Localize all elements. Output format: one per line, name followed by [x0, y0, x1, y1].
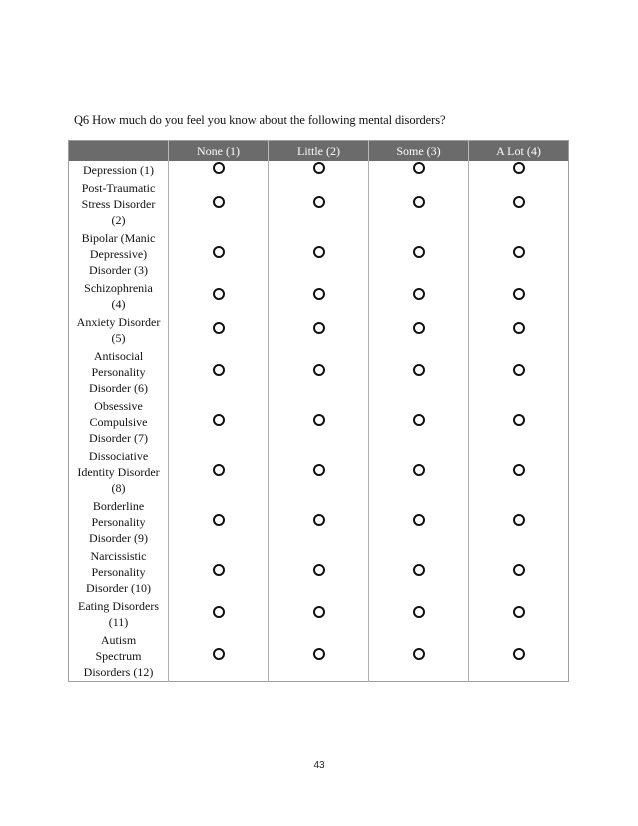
radio-a-lot[interactable]	[513, 414, 525, 426]
option-cell-little	[269, 279, 369, 313]
radio-little[interactable]	[313, 162, 325, 174]
row-label	[69, 631, 169, 682]
row-label-line: Stress Disorder	[81, 197, 156, 211]
row-label	[69, 161, 169, 179]
row-label-line: Disorder (7)	[89, 431, 148, 445]
option-cell-some	[369, 397, 469, 447]
option-cell-a-lot	[469, 547, 569, 597]
radio-some[interactable]	[413, 564, 425, 576]
radio-some[interactable]	[413, 162, 425, 174]
radio-none[interactable]	[213, 364, 225, 376]
radio-little[interactable]	[313, 564, 325, 576]
radio-some[interactable]	[413, 246, 425, 258]
row-label-line: Narcissistic	[90, 549, 147, 563]
radio-little[interactable]	[313, 514, 325, 526]
option-cell-none	[169, 229, 269, 279]
option-cell-none	[169, 497, 269, 547]
option-cell-a-lot	[469, 179, 569, 229]
row-label	[69, 229, 169, 279]
radio-little[interactable]	[313, 322, 325, 334]
radio-none[interactable]	[213, 514, 225, 526]
radio-little[interactable]	[313, 288, 325, 300]
radio-little[interactable]	[313, 196, 325, 208]
radio-a-lot[interactable]	[513, 322, 525, 334]
row-label-line: Depression (1)	[83, 163, 154, 177]
row-label-line: Personality	[91, 565, 146, 579]
row-label-line: Anxiety Disorder	[76, 315, 161, 329]
radio-none[interactable]	[213, 414, 225, 426]
row-label	[69, 497, 169, 547]
radio-little[interactable]	[313, 648, 325, 660]
row-label-line: Identity Disorder	[77, 465, 160, 479]
radio-none[interactable]	[213, 648, 225, 660]
row-label-line: (5)	[111, 331, 126, 345]
radio-some[interactable]	[413, 414, 425, 426]
row-label-line: Disorder (6)	[89, 381, 148, 395]
row-label	[69, 347, 169, 397]
option-cell-none	[169, 447, 269, 497]
radio-none[interactable]	[213, 564, 225, 576]
option-cell-some	[369, 447, 469, 497]
radio-little[interactable]	[313, 364, 325, 376]
row-label-line: (2)	[111, 213, 126, 227]
radio-some[interactable]	[413, 514, 425, 526]
option-cell-little	[269, 497, 369, 547]
option-cell-some	[369, 313, 469, 347]
header-none: None (1)	[169, 141, 269, 162]
radio-none[interactable]	[213, 288, 225, 300]
option-cell-none	[169, 397, 269, 447]
option-cell-a-lot	[469, 447, 569, 497]
option-cell-none	[169, 597, 269, 631]
table-body	[69, 161, 569, 682]
option-cell-little	[269, 347, 369, 397]
option-cell-some	[369, 179, 469, 229]
row-label-line: Personality	[91, 515, 146, 529]
option-cell-a-lot	[469, 497, 569, 547]
option-cell-a-lot	[469, 313, 569, 347]
option-cell-some	[369, 497, 469, 547]
row-label-line: Antisocial	[93, 349, 144, 363]
radio-some[interactable]	[413, 464, 425, 476]
option-cell-little	[269, 547, 369, 597]
table-row	[69, 497, 569, 547]
radio-some[interactable]	[413, 196, 425, 208]
page-number: 43	[313, 760, 325, 771]
option-cell-some	[369, 279, 469, 313]
row-label-line: Dissociative	[88, 449, 149, 463]
option-cell-little	[269, 447, 369, 497]
row-label-line: Disorder (9)	[89, 531, 148, 545]
header-little: Little (2)	[269, 141, 369, 162]
option-cell-some	[369, 547, 469, 597]
option-cell-none	[169, 547, 269, 597]
table-row	[69, 279, 569, 313]
option-cell-none	[169, 279, 269, 313]
option-cell-a-lot	[469, 229, 569, 279]
table-row	[69, 547, 569, 597]
option-cell-a-lot	[469, 631, 569, 682]
radio-a-lot[interactable]	[513, 564, 525, 576]
radio-some[interactable]	[413, 288, 425, 300]
row-label-line: Bipolar (Manic	[81, 231, 156, 245]
radio-some[interactable]	[413, 606, 425, 618]
option-cell-none	[169, 631, 269, 682]
option-cell-a-lot	[469, 161, 569, 179]
option-cell-some	[369, 347, 469, 397]
option-cell-none	[169, 313, 269, 347]
radio-a-lot[interactable]	[513, 464, 525, 476]
header-a-lot: A Lot (4)	[469, 141, 569, 162]
option-cell-little	[269, 229, 369, 279]
table-row	[69, 229, 569, 279]
radio-a-lot[interactable]	[513, 288, 525, 300]
option-cell-little	[269, 161, 369, 179]
radio-some[interactable]	[413, 364, 425, 376]
likert-table	[68, 140, 569, 682]
option-cell-some	[369, 229, 469, 279]
row-label	[69, 313, 169, 347]
radio-a-lot[interactable]	[513, 162, 525, 174]
option-cell-a-lot	[469, 347, 569, 397]
radio-little[interactable]	[313, 414, 325, 426]
radio-none[interactable]	[213, 464, 225, 476]
radio-none[interactable]	[213, 606, 225, 618]
table-row	[69, 313, 569, 347]
radio-a-lot[interactable]	[513, 514, 525, 526]
radio-none[interactable]	[213, 196, 225, 208]
row-label	[69, 547, 169, 597]
row-label-line: Compulsive	[89, 415, 148, 429]
row-label-line: Eating Disorders	[78, 599, 159, 613]
table-row	[69, 179, 569, 229]
row-label	[69, 279, 169, 313]
header-blank	[69, 141, 169, 162]
radio-a-lot[interactable]	[513, 196, 525, 208]
radio-none[interactable]	[213, 322, 225, 334]
question-text: Q6 How much do you feel you know about the following mental disorders?	[74, 113, 446, 127]
row-label	[69, 179, 169, 229]
row-label-line: Depressive)	[89, 247, 148, 261]
radio-a-lot[interactable]	[513, 648, 525, 660]
radio-little[interactable]	[313, 464, 325, 476]
radio-some[interactable]	[413, 322, 425, 334]
radio-a-lot[interactable]	[513, 364, 525, 376]
table-row	[69, 161, 569, 179]
row-label-line: Personality	[91, 365, 146, 379]
row-label-line: Disorder (3)	[89, 263, 148, 277]
option-cell-some	[369, 161, 469, 179]
row-label-line: Autism	[100, 633, 137, 647]
radio-little[interactable]	[313, 606, 325, 618]
row-label-line: Spectrum	[95, 649, 142, 663]
radio-little[interactable]	[313, 246, 325, 258]
option-cell-little	[269, 631, 369, 682]
radio-a-lot[interactable]	[513, 606, 525, 618]
table-row	[69, 397, 569, 447]
radio-none[interactable]	[213, 246, 225, 258]
row-label-line: Borderline	[92, 499, 145, 513]
row-label-line: Schizophrenia	[84, 281, 153, 295]
row-label-line: (11)	[108, 615, 129, 629]
option-cell-little	[269, 597, 369, 631]
option-cell-none	[169, 179, 269, 229]
option-cell-a-lot	[469, 597, 569, 631]
option-cell-a-lot	[469, 279, 569, 313]
row-label	[69, 597, 169, 631]
row-label-line: Disorders (12)	[83, 665, 154, 679]
option-cell-some	[369, 631, 469, 682]
row-label-line: Disorder (10)	[86, 581, 151, 595]
radio-a-lot[interactable]	[513, 246, 525, 258]
option-cell-some	[369, 597, 469, 631]
row-label-line: (8)	[111, 481, 126, 495]
option-cell-little	[269, 313, 369, 347]
table-row	[69, 447, 569, 497]
row-label-line: Post-Traumatic	[81, 181, 156, 195]
radio-some[interactable]	[413, 648, 425, 660]
row-label	[69, 447, 169, 497]
option-cell-none	[169, 347, 269, 397]
header-row	[69, 141, 569, 162]
row-label	[69, 397, 169, 447]
table-row	[69, 597, 569, 631]
option-cell-little	[269, 179, 369, 229]
option-cell-little	[269, 397, 369, 447]
option-cell-a-lot	[469, 397, 569, 447]
row-label-line: Obsessive	[94, 399, 143, 413]
header-some: Some (3)	[369, 141, 469, 162]
option-cell-none	[169, 161, 269, 179]
table-row	[69, 631, 569, 682]
radio-none[interactable]	[213, 162, 225, 174]
table-row	[69, 347, 569, 397]
row-label-line: (4)	[111, 297, 126, 311]
